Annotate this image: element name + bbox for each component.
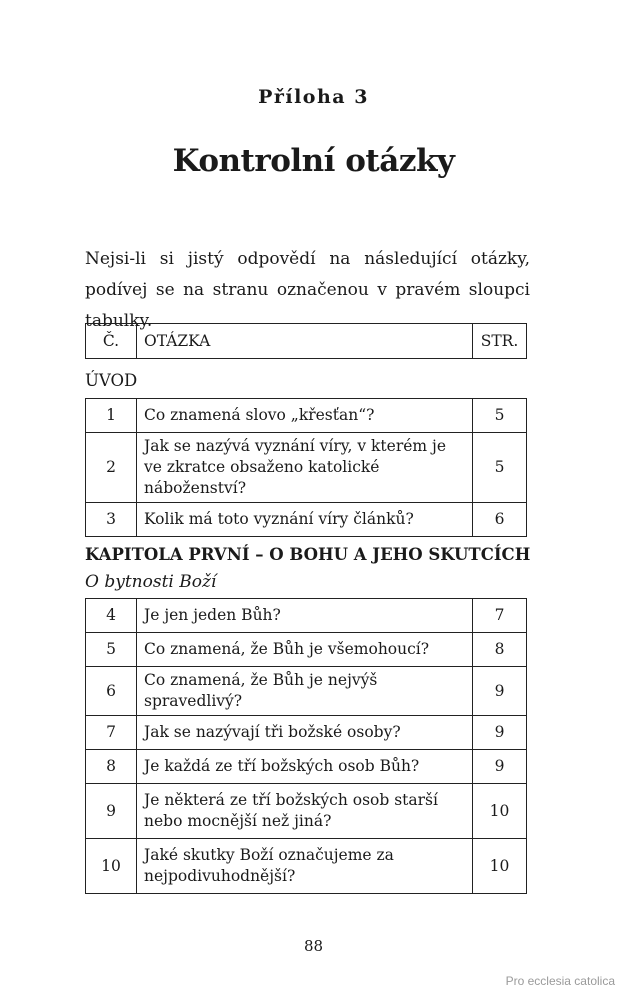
watermark: Pro ecclesia catolica bbox=[505, 974, 615, 988]
page-reference: 10 bbox=[473, 839, 527, 894]
table-row bbox=[86, 784, 527, 839]
header-table bbox=[85, 323, 527, 359]
question-number: 5 bbox=[86, 633, 137, 667]
question-text: Je jen jeden Bůh? bbox=[137, 599, 473, 633]
question-text: Co znamená slovo „křesťan“? bbox=[137, 399, 473, 433]
table-row bbox=[86, 399, 527, 433]
page-reference: 6 bbox=[473, 503, 527, 537]
page-reference: 9 bbox=[473, 716, 527, 750]
question-number: 9 bbox=[86, 784, 137, 839]
table-row bbox=[86, 667, 527, 716]
chapter-one-table-body bbox=[86, 599, 527, 894]
question-number: 8 bbox=[86, 750, 137, 784]
page-reference: 5 bbox=[473, 399, 527, 433]
header-num: Č. bbox=[86, 324, 137, 359]
table-row bbox=[86, 633, 527, 667]
header-question: OTÁZKA bbox=[137, 324, 473, 359]
uvod-table-body bbox=[86, 399, 527, 537]
page-reference: 7 bbox=[473, 599, 527, 633]
page-reference: 9 bbox=[473, 667, 527, 716]
section-uvod: ÚVOD bbox=[85, 371, 138, 390]
header-page: STR. bbox=[473, 324, 527, 359]
question-number: 10 bbox=[86, 839, 137, 894]
question-number: 7 bbox=[86, 716, 137, 750]
section-subtitle: O bytnosti Boží bbox=[85, 572, 217, 592]
page-reference: 10 bbox=[473, 784, 527, 839]
table-row bbox=[86, 433, 527, 503]
question-text: Je každá ze tří božských osob Bůh? bbox=[137, 750, 473, 784]
page-reference: 9 bbox=[473, 750, 527, 784]
question-number: 1 bbox=[86, 399, 137, 433]
table-row bbox=[86, 839, 527, 894]
table-row bbox=[86, 750, 527, 784]
appendix-label: Příloha 3 bbox=[258, 86, 369, 108]
page-reference: 5 bbox=[473, 433, 527, 503]
question-number: 3 bbox=[86, 503, 137, 537]
table-row bbox=[86, 716, 527, 750]
question-text: Jak se nazývá vyznání víry, v kterém je ve zkratce obsaženo katolické náboženství? bbox=[137, 433, 473, 503]
header-row bbox=[86, 324, 527, 359]
question-number: 4 bbox=[86, 599, 137, 633]
question-text: Kolik má toto vyznání víry článků? bbox=[137, 503, 473, 537]
question-text: Jaké skutky Boží označujeme za nejpodivuhodnější? bbox=[137, 839, 473, 894]
question-text: Co znamená, že Bůh je všemohoucí? bbox=[137, 633, 473, 667]
intro-paragraph: Nejsi-li si jistý odpovědí na následující otázky, podívej se na stranu označenou v pravém sloupci tabulky. bbox=[85, 249, 530, 331]
question-text: Co znamená, že Bůh je nejvýš spravedlivý? bbox=[137, 667, 473, 716]
question-text: Je některá ze tří božských osob starší nebo mocnější než jiná? bbox=[137, 784, 473, 839]
table-row bbox=[86, 503, 527, 537]
uvod-table bbox=[85, 398, 527, 537]
page-number: 88 bbox=[303, 937, 324, 955]
chapter-one-table bbox=[85, 598, 527, 894]
page-reference: 8 bbox=[473, 633, 527, 667]
table-row bbox=[86, 599, 527, 633]
question-number: 6 bbox=[86, 667, 137, 716]
page-title: Kontrolní otázky bbox=[172, 143, 455, 179]
section-chapter-one: KAPITOLA PRVNÍ – O BOHU A JEHO SKUTCÍCH bbox=[85, 545, 531, 564]
question-number: 2 bbox=[86, 433, 137, 503]
question-text: Jak se nazývají tři božské osoby? bbox=[137, 716, 473, 750]
